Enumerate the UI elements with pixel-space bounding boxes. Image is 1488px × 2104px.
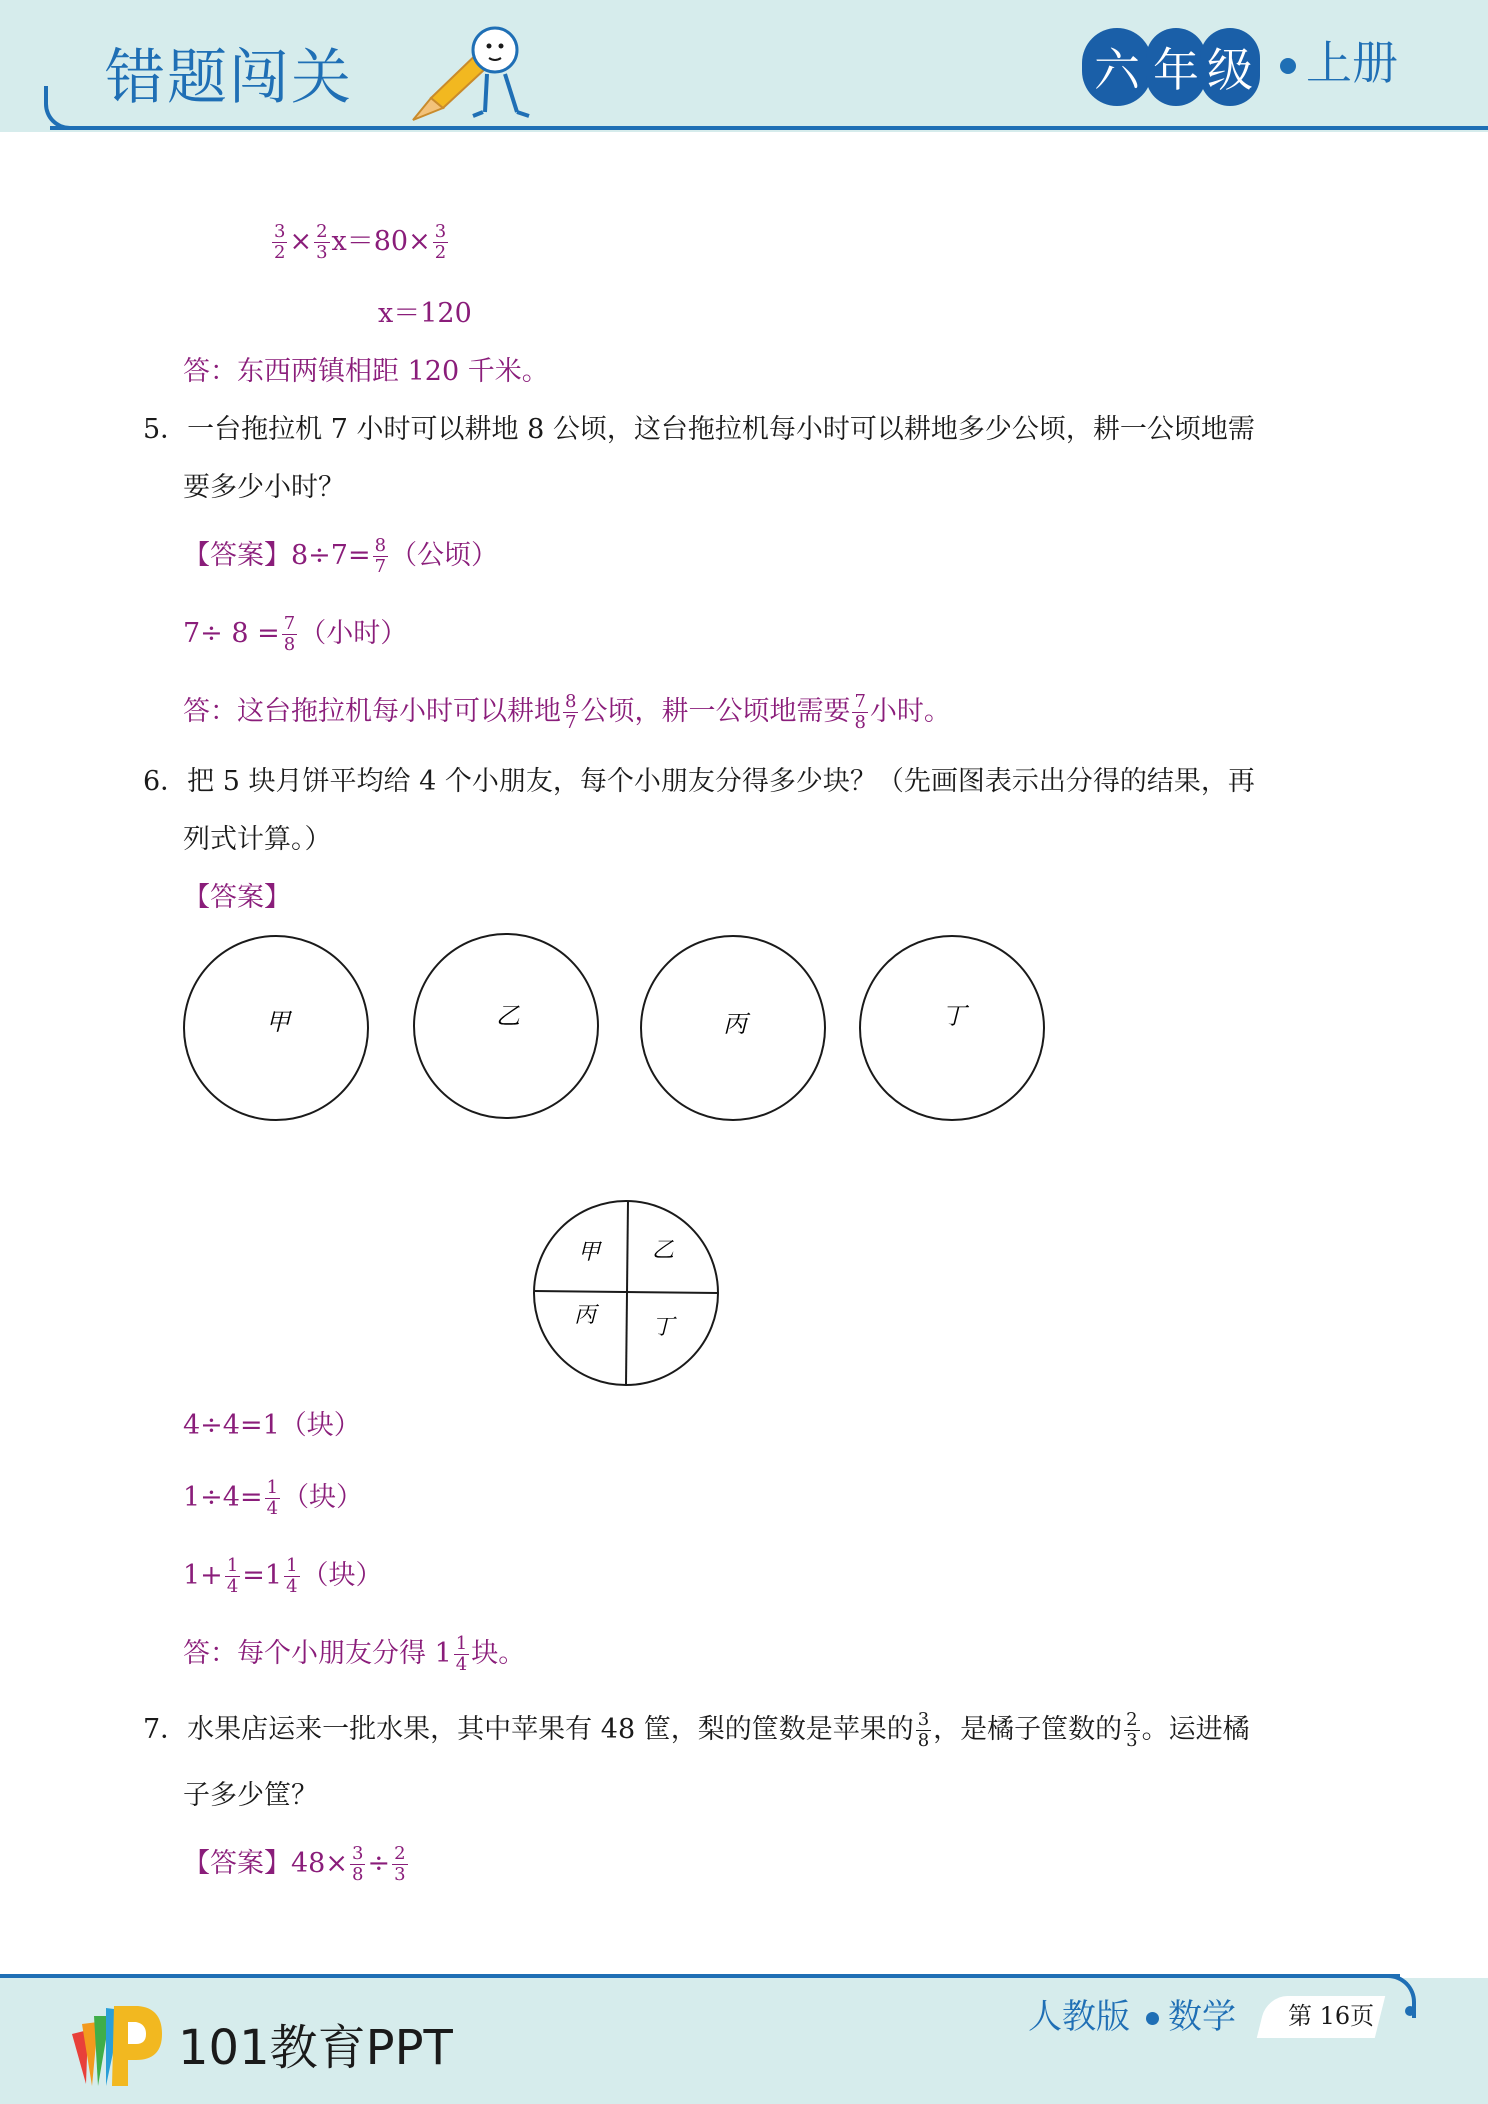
mooncake-circle-3 [641, 936, 825, 1120]
brand-logo-icon [66, 1994, 166, 2094]
fraction: $\frac{3}{2}$ [274, 221, 286, 263]
answer-q6-calc-2: 1÷4= $\frac{1}{4}$ （块） [183, 1477, 364, 1519]
fraction: $\frac{1}{4}$ [455, 1633, 468, 1675]
fraction: $\frac{8}{7}$ [374, 535, 387, 577]
grade-char: 年 [1146, 28, 1206, 106]
fraction: $\frac{7}{8}$ [854, 691, 866, 733]
grade-char: 级 [1200, 28, 1260, 106]
pencil-mascot-icon [405, 16, 535, 124]
mooncake-diagram [170, 920, 1070, 1400]
mooncake-circle-4 [860, 936, 1044, 1120]
volume-label: 上册 [1306, 36, 1398, 90]
question-6-line-1: 6．把 5 块月饼平均给 4 个小朋友，每个小朋友分得多少块？（先画图表示出分得的结果，再 [143, 766, 1255, 797]
fraction: $\frac{8}{7}$ [565, 691, 577, 733]
fraction: $\frac{2}{3}$ [1126, 1709, 1138, 1751]
svg-text:甲: 甲 [578, 1240, 601, 1265]
mooncake-divided-circle [534, 1201, 718, 1385]
question-5-line-1: 5．一台拖拉机 7 小时可以耕地 8 公顷，这台拖拉机每小时可以耕地多少公顷，耕一公顷地需 [143, 414, 1255, 445]
footer-dot-icon [1405, 2006, 1415, 2016]
answer-q6-calc-3: 1+ $\frac{1}{4}$ =1 $\frac{1}{4}$ （块） [183, 1555, 383, 1597]
svg-text:乙: 乙 [652, 1238, 675, 1263]
equation-line-1: $\frac{3}{2}$ × $\frac{2}{3}$ x＝80× $\frac{3}{2}$ [274, 221, 447, 263]
footer-divider [0, 1974, 1400, 1978]
grade-char: 六 [1082, 28, 1152, 106]
equation-line-2: x＝120 [378, 298, 472, 329]
svg-text:丙: 丙 [723, 1010, 747, 1038]
question-5-line-2: 要多少小时？ [183, 472, 345, 503]
question-7-line-1: 7．水果店运来一批水果，其中苹果有 48 筐，梨的筐数是苹果的 $\frac{3}{8}$ ，是橘子筐数的 $\frac{2}{3}$ 。运进橘 [143, 1709, 1250, 1751]
fraction: $\frac{1}{4}$ [226, 1555, 239, 1597]
edition-label: 人教版 [1028, 1997, 1130, 2037]
grade-badge [1082, 28, 1254, 106]
brand-name: 101教育PPT [178, 2020, 453, 2076]
fraction: $\frac{3}{8}$ [917, 1709, 930, 1751]
svg-text:丁: 丁 [942, 1002, 966, 1030]
bullet-dot-icon [1146, 2012, 1159, 2025]
answer-q5-final: 答：这台拖拉机每小时可以耕地 $\frac{8}{7}$ 公顷，耕一公顷地需要 $\frac{7}{8}$ 小时。 [183, 691, 951, 733]
fraction: $\frac{1}{4}$ [266, 1477, 279, 1519]
fraction: $\frac{1}{4}$ [286, 1555, 298, 1597]
answer-q5-calc-1: 【答案】8÷7= $\frac{8}{7}$ （公顷） [183, 535, 499, 577]
fraction: $\frac{2}{3}$ [394, 1843, 406, 1885]
header-divider [50, 126, 1488, 130]
svg-text:丁: 丁 [652, 1315, 675, 1340]
question-7-line-2: 子多少筐？ [183, 1780, 318, 1811]
answer-q6-calc-1: 4÷4=1（块） [183, 1410, 361, 1441]
svg-text:乙: 乙 [496, 1002, 520, 1030]
mooncake-circle-1 [184, 936, 368, 1120]
svg-text:丙: 丙 [574, 1303, 597, 1328]
fraction: $\frac{2}{3}$ [316, 221, 328, 263]
fraction: $\frac{3}{8}$ [351, 1843, 364, 1885]
svg-text:甲: 甲 [266, 1008, 290, 1036]
mooncake-circle-2 [414, 934, 598, 1118]
fraction: $\frac{7}{8}$ [283, 613, 296, 655]
page-number: 第 16页 [1288, 2002, 1375, 2030]
fraction: $\frac{3}{2}$ [434, 221, 447, 263]
answer-q6-label: 【答案】 [183, 882, 291, 913]
answer-q6-final: 答：每个小朋友分得 1 $\frac{1}{4}$ 块。 [183, 1633, 526, 1675]
answer-q5-calc-2: 7÷ 8 = $\frac{7}{8}$ （小时） [183, 613, 408, 655]
subject-label: 数学 [1168, 1997, 1236, 2037]
question-6-line-2: 列式计算。） [183, 824, 332, 855]
section-title: 错题闯关 [105, 43, 353, 113]
answer-q4: 答：东西两镇相距 120 千米。 [183, 356, 549, 387]
answer-q7: 【答案】48× $\frac{3}{8}$ ÷ $\frac{2}{3}$ [183, 1843, 406, 1885]
bullet-dot-icon [1280, 58, 1296, 74]
